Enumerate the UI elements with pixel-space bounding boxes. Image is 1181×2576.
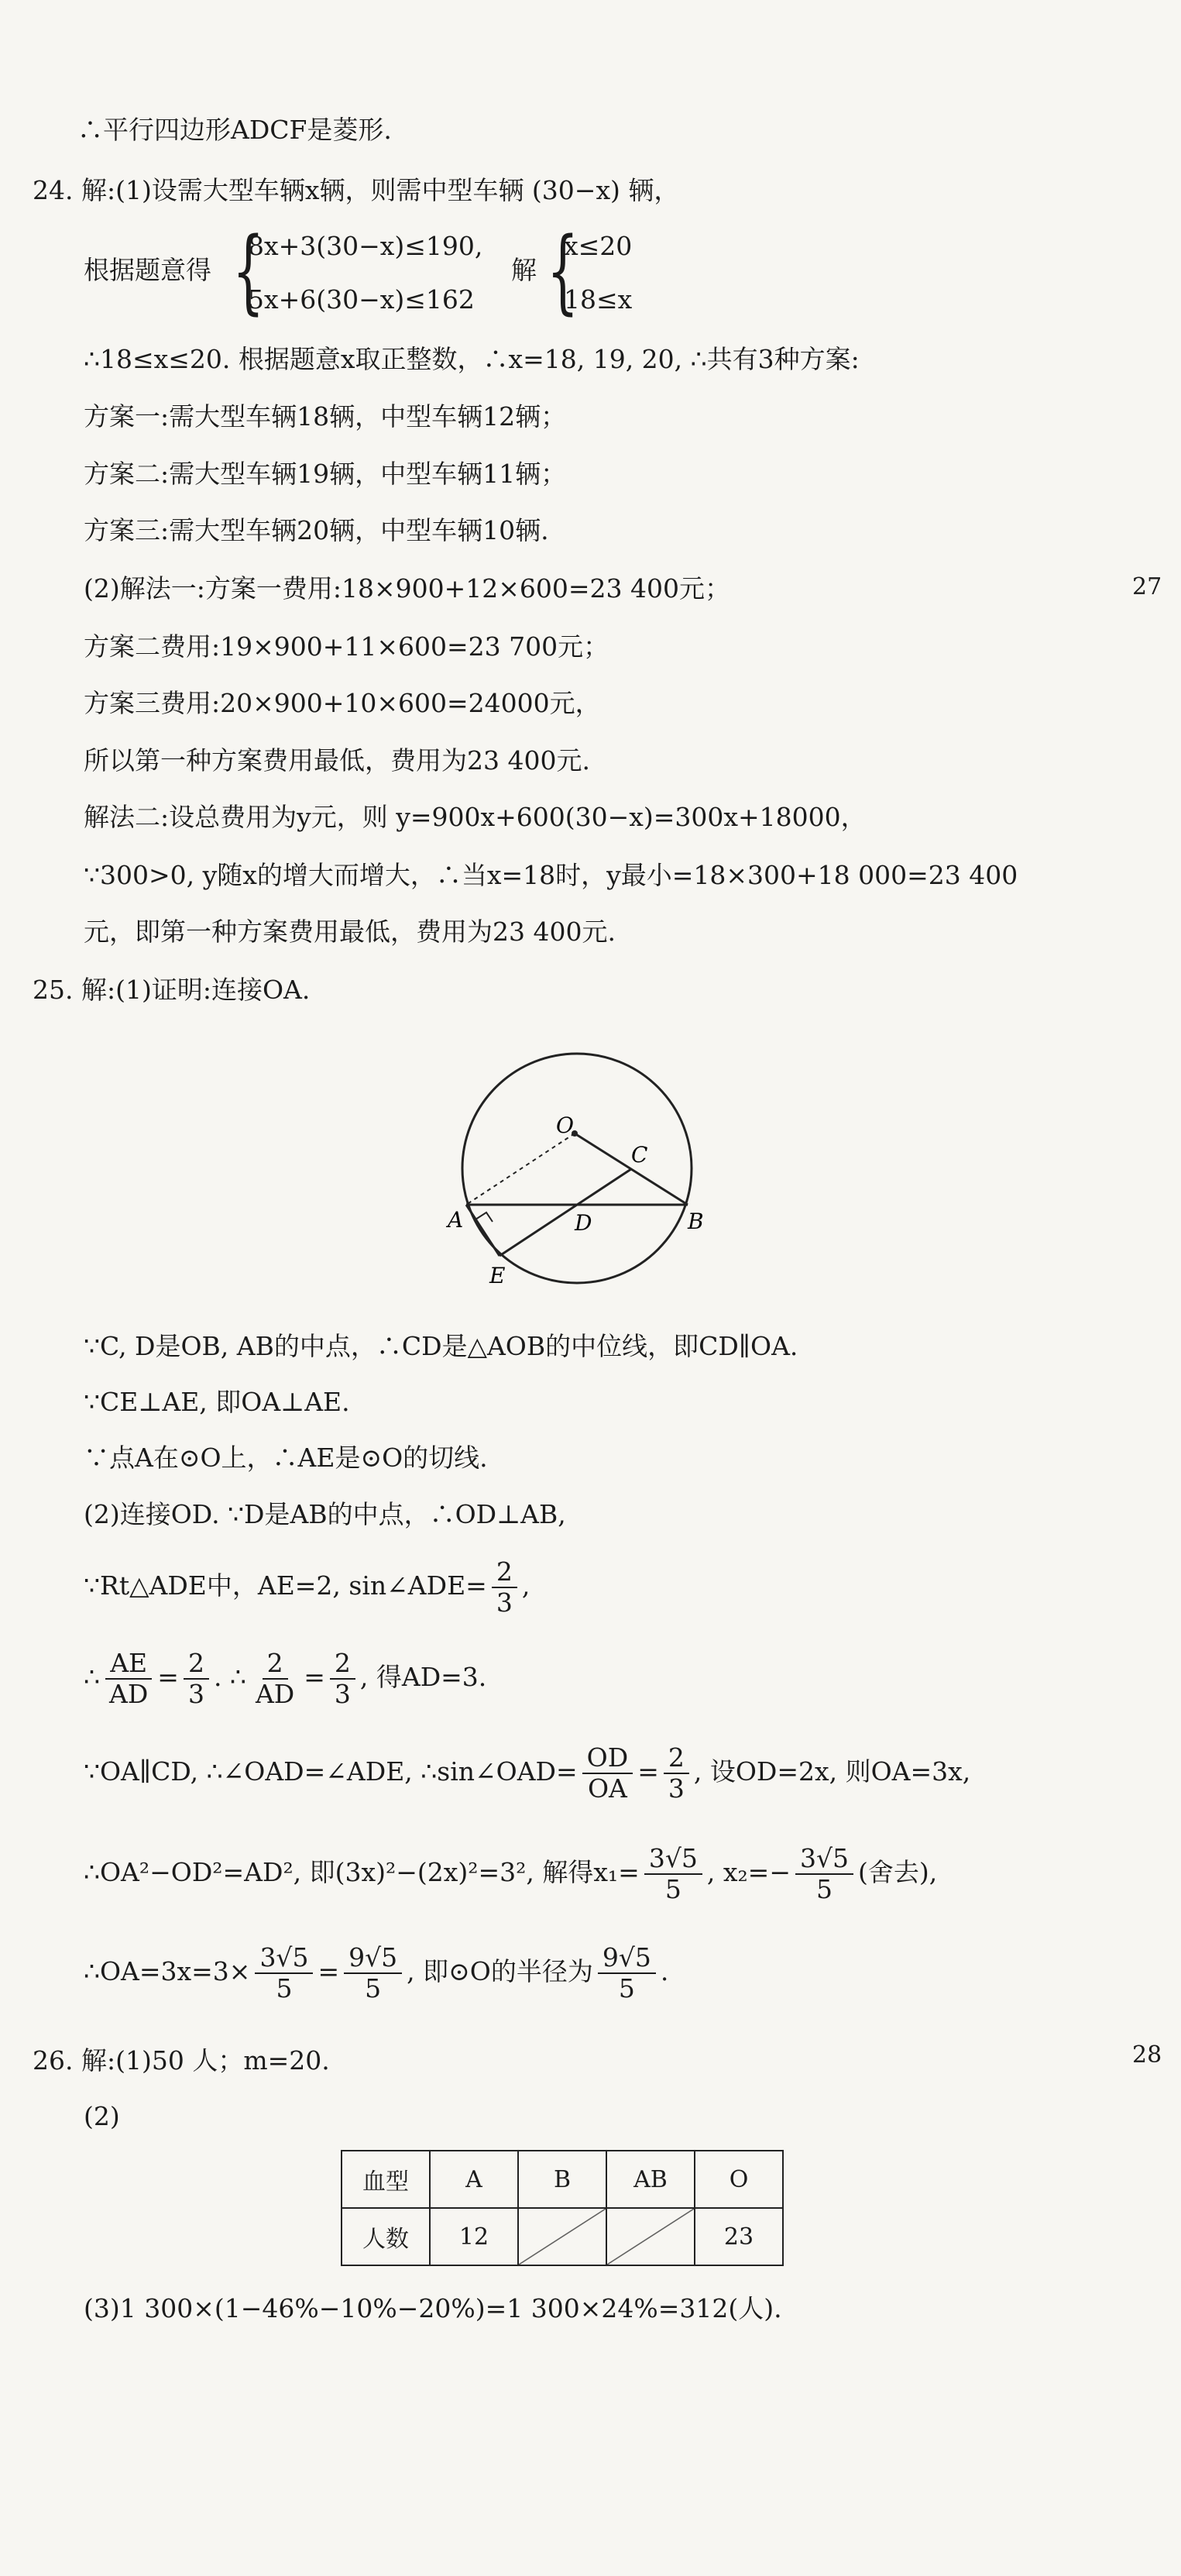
math-line-sin-ade [84,1557,530,1618]
numerator: 2 [492,1557,517,1588]
denominator: 3 [334,1678,351,1709]
fraction [251,1649,299,1709]
text-line: (3)1 300×(1−46%−10%−20%)=1 300×24%=312(人). [84,2293,782,2323]
math-text: , x₂=− [706,1856,791,1887]
table-row [342,2208,783,2265]
table-cell-blank [606,2208,695,2265]
text-line: ∵CE⊥AE, 即OA⊥AE. [84,1387,350,1417]
circle-o [462,1054,692,1283]
fraction [644,1844,702,1904]
math-text: , 设OD=2x, 则OA=3x, [693,1756,971,1787]
numerator: 2 [330,1649,355,1680]
page-number-27: 27 [1132,573,1162,600]
fraction [184,1649,209,1709]
math-text: (舍去), [858,1856,938,1887]
denominator: 5 [276,1972,293,2003]
denominator: 3 [668,1773,685,1804]
text-line: ∵300>0, y随x的增大而增大，∴当x=18时，y最小=18×300+18 000=23 400 [84,860,1018,890]
system-sol-1: x≤20 [564,231,633,261]
numerator: 3√5 [644,1844,702,1875]
brace-right: { [547,217,579,324]
text-line: 方案二费用:19×900+11×600=23 700元； [84,631,609,662]
table-header-cell: O [695,2151,783,2208]
text-line: ∵点A在⊙O上，∴AE是⊙O的切线. [84,1443,488,1473]
fraction [598,1943,656,2003]
numerator: 2 [184,1649,209,1680]
numerator: 3√5 [795,1844,853,1875]
question-25-heading: 25. 解:(1)证明:连接OA. [33,975,311,1005]
text-line: 方案一:需大型车辆18辆，中型车辆12辆； [84,401,567,432]
table-cell: 23 [695,2208,783,2265]
math-text: , 得AD=3. [359,1661,487,1692]
fraction [255,1943,313,2003]
label-a: A [448,1207,464,1233]
label-c: C [631,1142,648,1168]
segment-ce [500,1169,631,1256]
table-header-cell: AB [606,2151,695,2208]
numerator: 2 [664,1743,689,1774]
fraction [330,1649,355,1709]
text-line: 所以第一种方案费用最低，费用为23 400元. [84,745,590,776]
fraction [664,1743,689,1804]
numerator: 3√5 [255,1943,313,1974]
label-d: D [575,1210,592,1236]
question-24-heading: 24. 解:(1)设需大型车辆x辆，则需中型车辆 (30−x) 辆， [33,175,680,205]
math-line-radius: ∴OA=3x=3× $\frac{3√5}{5}$ = $\frac{9√5}{5}$ , 即⊙O的半径为 $\frac{9√5}{5}$ . [84,1942,669,2003]
numerator: 9√5 [598,1943,656,1974]
math-text: ∴OA²−OD²=AD², 即(3x)²−(2x)²=3², 解得x₁= [84,1856,640,1887]
text-line: ∴平行四边形ADCF是菱形. [77,115,392,145]
denominator: 5 [618,1972,635,2003]
text-line: ∵C, D是OB, AB的中点，∴CD是△AOB的中位线，即CD∥OA. [84,1331,798,1361]
denominator: AD [255,1678,295,1709]
numerator: 9√5 [344,1943,402,1974]
denominator: 5 [664,1873,681,1904]
label-o: O [556,1113,574,1138]
text-line: 解法二:设总费用为y元，则 y=900x+600(30−x)=300x+18000， [84,802,867,832]
math-line-solve-x [84,1844,937,1904]
text-line: 方案二:需大型车辆19辆，中型车辆11辆； [84,459,567,489]
text-line: (2)解法一:方案一费用:18×900+12×600=23 400元； [84,573,731,604]
denominator: 3 [187,1678,204,1709]
system-solve-word: 解 [511,255,537,285]
table-header-cell: 血型 [342,2151,430,2208]
blood-type-table [341,2150,784,2266]
math-text: ∴OA=3x=3× [84,1955,251,1986]
segment-ae [466,1205,500,1256]
denominator: 5 [365,1972,382,2003]
text-line: ∴18≤x≤20. 根据题意x取正整数，∴x=18, 19, 20, ∴共有3种方案: [84,344,860,374]
text-line: 元，即第一种方案费用最低，费用为23 400元. [84,917,616,947]
right-angle-mark [475,1212,493,1222]
math-text: ∴ [84,1661,100,1692]
numerator: 2 [263,1649,288,1680]
math-text: ∵Rt△ADE中，AE=2, sin∠ADE= [84,1570,487,1601]
table-cell-blank [518,2208,606,2265]
label-b: B [688,1209,704,1234]
system-eq-2: 5x+6(30−x)≤162 [248,284,475,315]
denominator: 3 [496,1587,513,1618]
page-number-28: 28 [1132,2041,1162,2069]
denominator: OA [587,1773,627,1804]
fraction [344,1943,402,2003]
math-text: , [521,1570,530,1601]
text-line: (2) [84,2101,120,2131]
brace-left: { [232,217,265,324]
system-lead: 根据题意得 [84,255,211,285]
denominator: 5 [816,1873,833,1904]
circle-geometry-figure [441,1046,705,1302]
math-text: ∵OA∥CD, ∴∠OAD=∠ADE, ∴sin∠OAD= [84,1756,578,1787]
denominator: AD [109,1678,149,1709]
table-cell: 人数 [342,2208,430,2265]
question-26-heading: 26. 解:(1)50 人；m=20. [33,2045,330,2076]
math-text: , 即⊙O的半径为 [407,1955,593,1986]
math-text: . [660,1955,669,1986]
math-line-ratio: ∴ $\frac{AE}{AD}$ = $\frac{2}{3}$ . ∴ $\frac{2}{AD}$ = $\frac{2}{3}$ , 得AD=3. [84,1648,487,1709]
numerator: AE [105,1649,152,1680]
segment-oa-dashed [466,1133,575,1205]
table-header-cell: A [430,2151,518,2208]
system-eq-1: 8x+3(30−x)≤190, [248,231,483,261]
system-sol-2: 18≤x [564,284,633,315]
table-row [342,2151,783,2208]
table-header-cell: B [518,2151,606,2208]
text-line: (2)连接OD. ∵D是AB的中点，∴OD⊥AB, [84,1499,566,1529]
text-line: 方案三费用:20×900+10×600=24000元， [84,688,601,718]
table-cell: 12 [430,2208,518,2265]
fraction [582,1743,633,1804]
math-line-sin-oad: ∵OA∥CD, ∴∠OAD=∠ADE, ∴sin∠OAD= $\frac{OD}{OA}$ = $\frac{2}{3}$ , 设OD=2x, 则OA=3x, [84,1742,971,1804]
fraction [795,1844,853,1904]
text-line: 方案三:需大型车辆20辆，中型车辆10辆. [84,515,549,545]
fraction [105,1649,153,1709]
math-text: . ∴ [213,1661,246,1692]
label-e: E [489,1263,506,1288]
numerator: OD [582,1743,633,1774]
fraction [492,1557,517,1618]
